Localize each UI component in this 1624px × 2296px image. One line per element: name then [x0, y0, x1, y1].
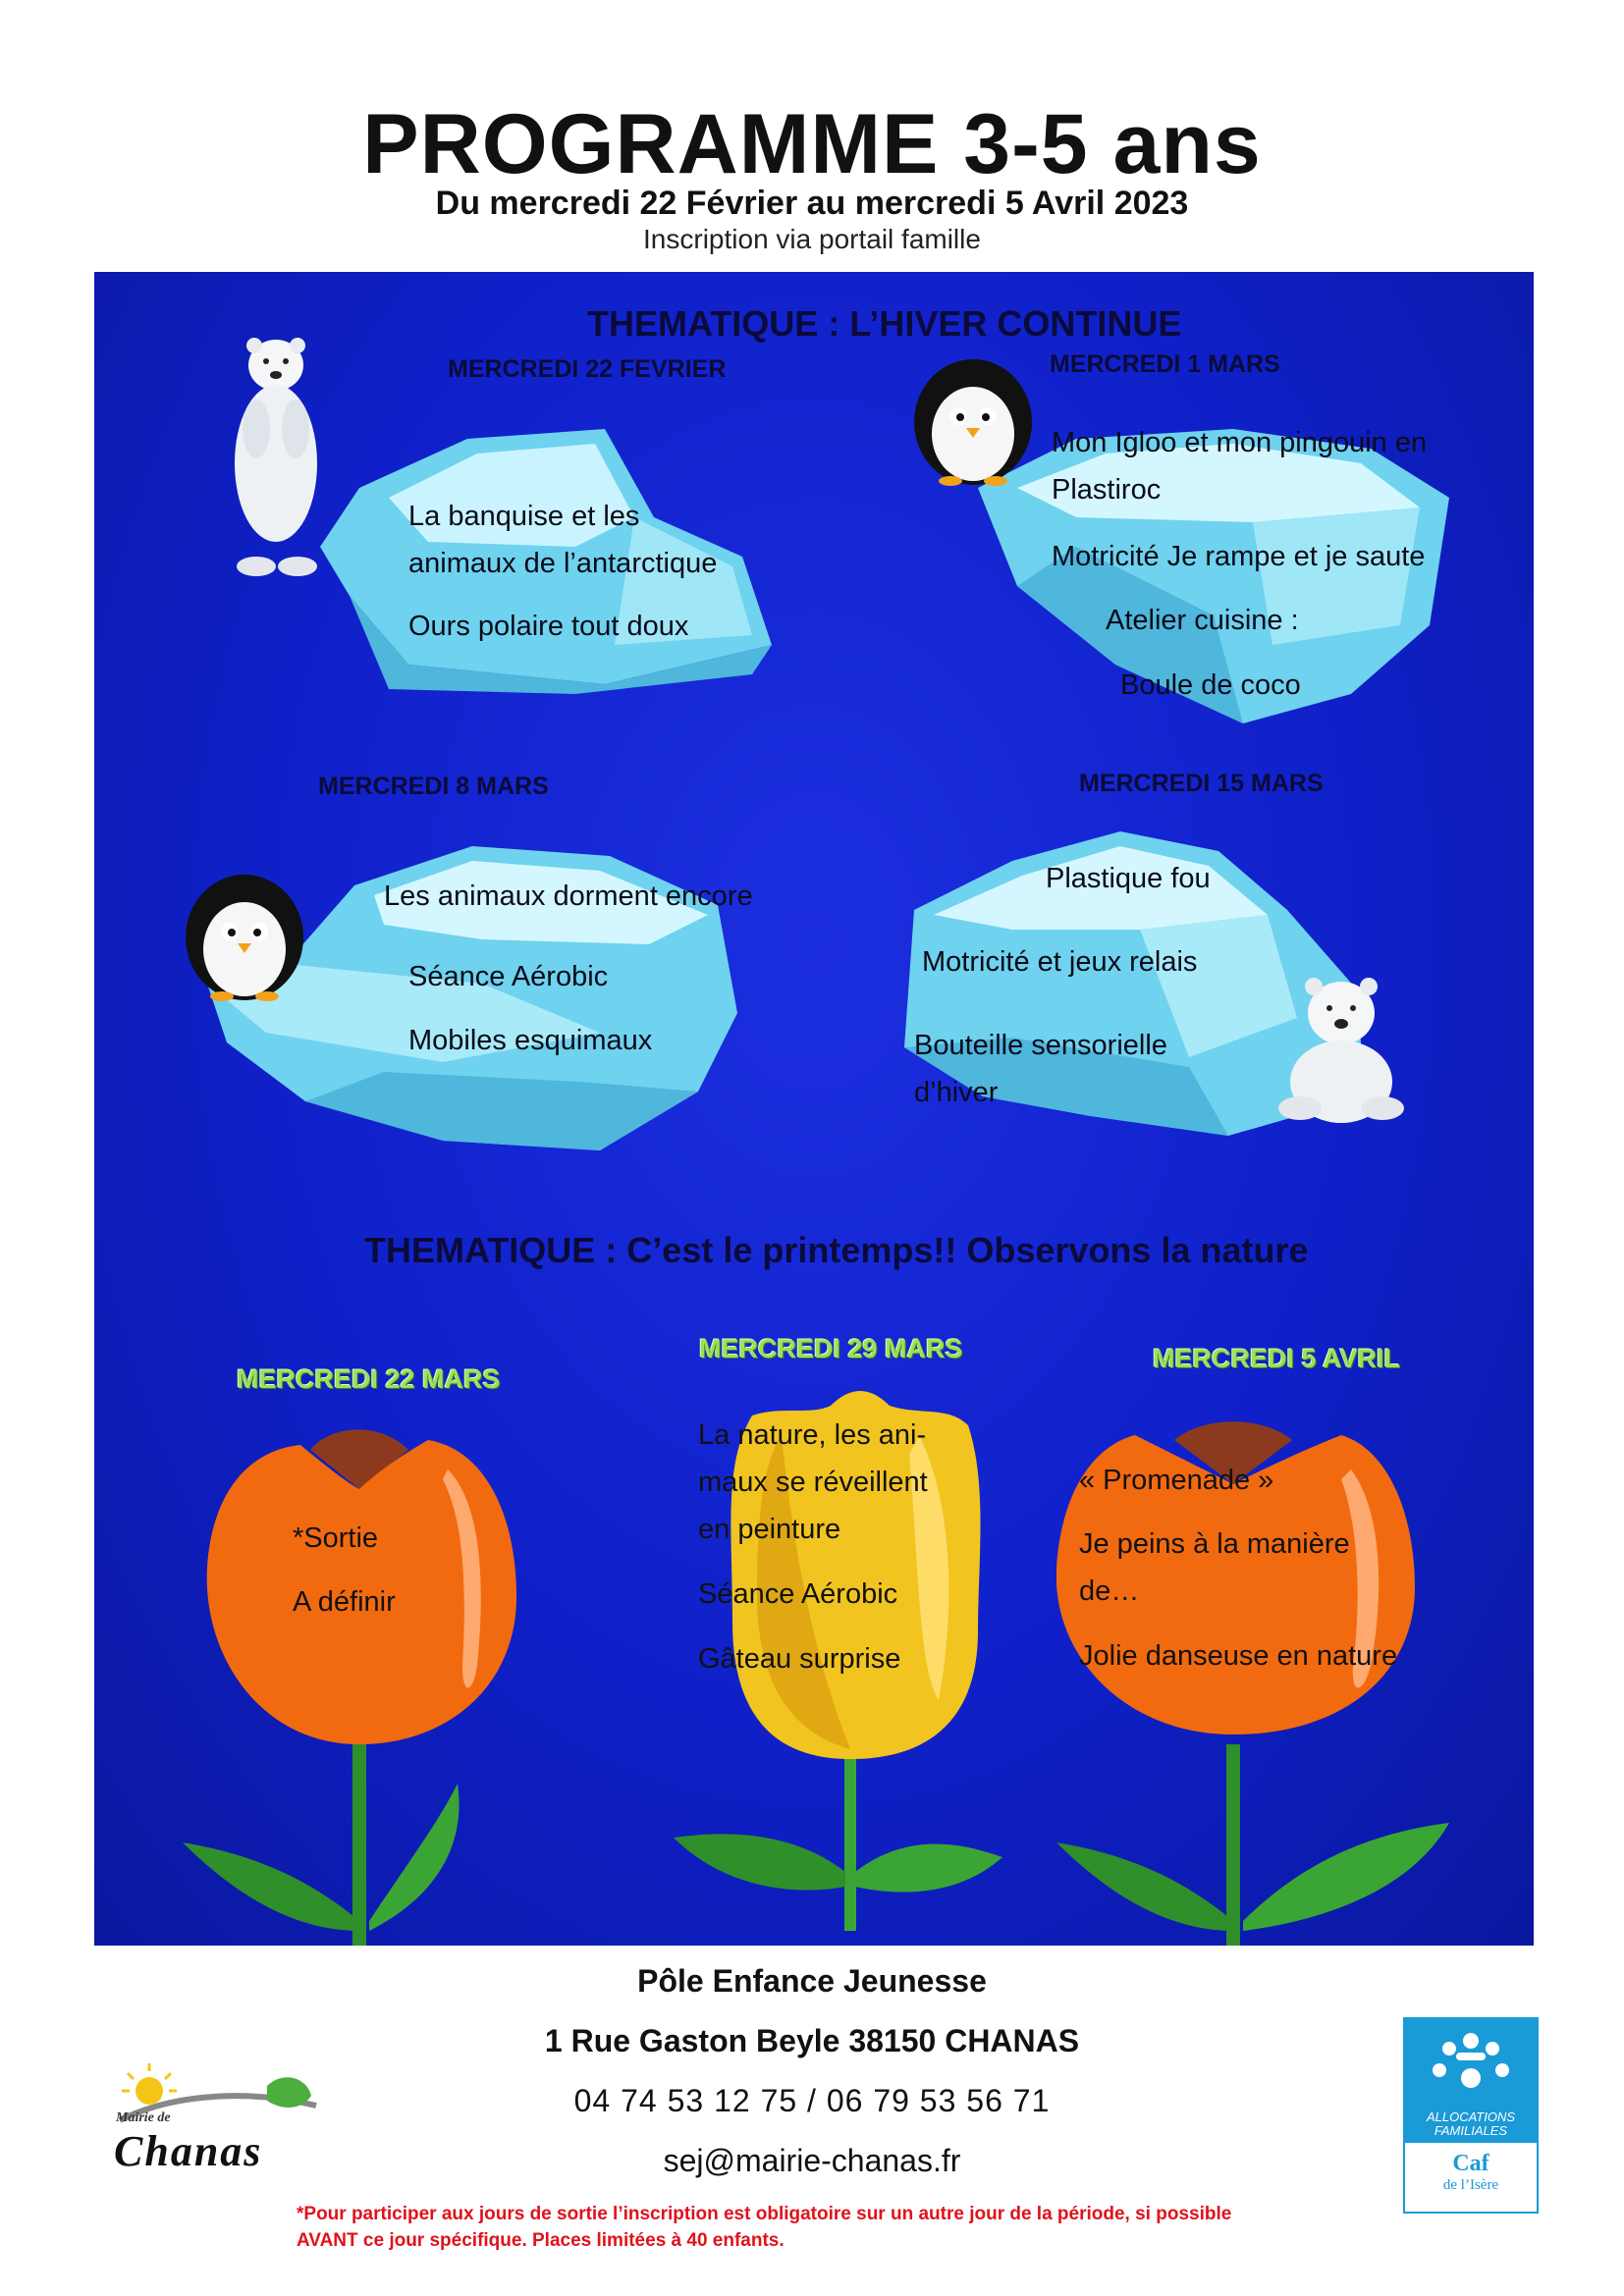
day-1-mars-date: MERCREDI 1 MARS: [1050, 350, 1280, 378]
caf-name: Caf: [1452, 2151, 1489, 2176]
day-8-mars-activity-1: Les animaux dorment encore: [384, 881, 753, 912]
day-15-mars-activity-3: Bouteille sensorielle: [914, 1030, 1167, 1061]
registration-note-line1: *Pour participer aux jours de sortie l’inscription est obligatoire sur un autre jour de la période, si possible: [297, 2204, 1232, 2224]
inscription-note: Inscription via portail famille: [643, 224, 981, 254]
day-5-avril-activity-4: Jolie danseuse en nature: [1079, 1640, 1398, 1672]
registration-note-line2: AVANT ce jour spécifique. Places limitées à 40 enfants.: [297, 2230, 785, 2251]
caf-family-icon: [1405, 2019, 1537, 2108]
mairie-label-big: Chanas: [114, 2127, 263, 2175]
day-29-mars-date: MERCREDI 29 MARS: [699, 1334, 963, 1363]
polar-bear-icon: [227, 336, 325, 591]
caf-line1: ALLOCATIONS: [1426, 2109, 1516, 2124]
day-22-mars-date: MERCREDI 22 MARS: [237, 1364, 501, 1394]
day-1-mars-activity-1: Mon Igloo et mon pingouin en: [1052, 427, 1428, 458]
penguin-icon: [181, 871, 308, 1003]
day-8-mars-date: MERCREDI 8 MARS: [318, 773, 549, 800]
caf-region: de l’Isère: [1442, 2177, 1499, 2193]
day-22-fevrier-activity-2: animaux de l’antarctique: [408, 548, 718, 579]
day-22-fevrier-activity-3: Ours polaire tout doux: [408, 611, 689, 642]
day-15-mars-date: MERCREDI 15 MARS: [1079, 770, 1324, 797]
caf-bottom-panel: [1405, 2143, 1537, 2212]
caf-logo: [1403, 2017, 1539, 2214]
day-29-mars-activity-4: Séance Aérobic: [698, 1578, 898, 1610]
caf-line2: FAMILIALES: [1434, 2123, 1508, 2138]
day-22-mars-activity-2: A définir: [293, 1586, 396, 1618]
mairie-chanas-logo: [110, 2052, 326, 2189]
day-1-mars-activity-3: Motricité Je rampe et je saute: [1052, 541, 1426, 572]
day-29-mars-activity-2: maux se réveillent: [698, 1467, 928, 1498]
day-5-avril-date: MERCREDI 5 AVRIL: [1153, 1344, 1401, 1373]
day-1-mars-activity-5: Boule de coco: [1120, 669, 1301, 701]
day-15-mars-activity-2: Motricité et jeux relais: [922, 946, 1198, 978]
day-5-avril-activity-2: Je peins à la manière: [1079, 1528, 1350, 1560]
day-22-mars-activity-1: *Sortie: [293, 1522, 379, 1554]
theme-spring-title: THEMATIQUE : C’est le printemps!! Observons la nature: [364, 1230, 1309, 1270]
day-8-mars-activity-3: Mobiles esquimaux: [408, 1025, 653, 1056]
tulip-orange-icon: [183, 1411, 536, 1946]
day-15-mars-activity-4: d’hiver: [914, 1077, 999, 1108]
day-29-mars-activity-3: en peinture: [698, 1514, 841, 1545]
day-15-mars-activity-1: Plastique fou: [1046, 863, 1211, 894]
footer-org: Pôle Enfance Jeunesse: [637, 1963, 987, 1999]
footer-address: 1 Rue Gaston Beyle 38150 CHANAS: [544, 2023, 1080, 2058]
day-1-mars-activity-4: Atelier cuisine :: [1106, 605, 1299, 636]
program-poster: [94, 272, 1534, 1946]
penguin-icon: [909, 355, 1037, 488]
day-5-avril-activity-1: « Promenade »: [1079, 1465, 1274, 1496]
registration-note: [297, 2201, 1377, 2254]
footer-phones: 04 74 53 12 75 / 06 79 53 56 71: [573, 2083, 1051, 2118]
day-29-mars-activity-5: Gâteau surprise: [698, 1643, 901, 1675]
footer-email[interactable]: sej@mairie-chanas.fr: [663, 2143, 961, 2178]
date-range: Du mercredi 22 Février au mercredi 5 Avril 2023: [435, 185, 1189, 222]
mairie-label-small: Mairie de: [116, 2110, 171, 2125]
theme-winter-title: THEMATIQUE : L’HIVER CONTINUE: [587, 303, 1182, 344]
day-8-mars-activity-2: Séance Aérobic: [408, 961, 609, 992]
day-22-fevrier-activity-1: La banquise et les: [408, 501, 640, 532]
day-5-avril-activity-3: de…: [1079, 1575, 1140, 1607]
day-29-mars-activity-1: La nature, les ani-: [698, 1419, 927, 1451]
page-title: PROGRAMME 3-5 ans: [362, 97, 1262, 191]
polar-bear-icon: [1272, 969, 1410, 1126]
day-1-mars-activity-2: Plastiroc: [1052, 474, 1162, 506]
day-22-fevrier-date: MERCREDI 22 FEVRIER: [448, 355, 727, 383]
